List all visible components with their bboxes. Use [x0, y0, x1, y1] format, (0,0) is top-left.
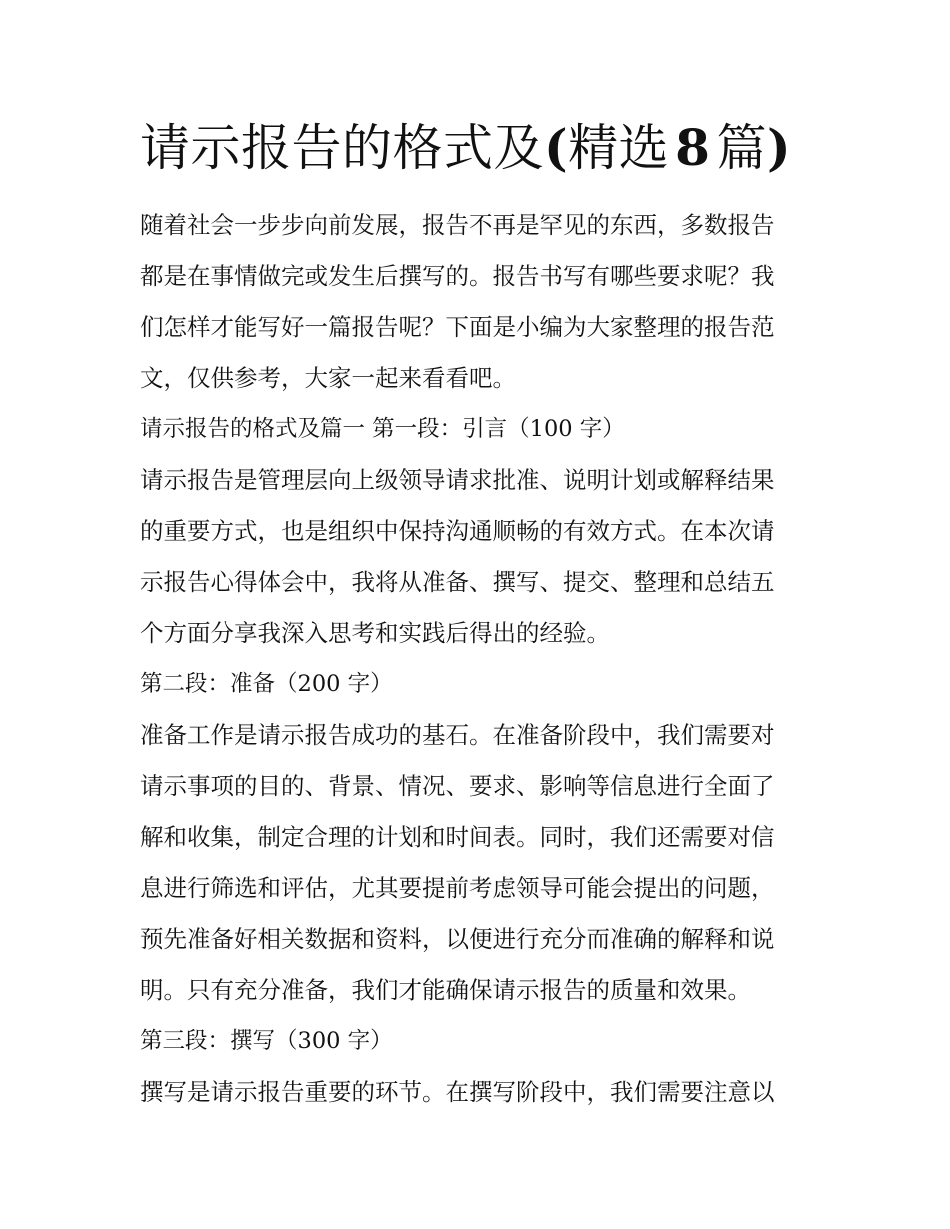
section-heading-text: 第二段：准备（200 字）: [140, 671, 393, 697]
title-paren-close: ): [766, 118, 792, 177]
paragraph-line: 文，仅供参考，大家一起来看看吧。: [140, 364, 516, 392]
section3-heading: [140, 1016, 820, 1067]
section2-heading: [140, 659, 820, 710]
paragraph-line: 请示报告是管理层向上级领导请求批准、说明计划或解释结果: [140, 466, 775, 494]
paragraph-line: 息进行筛选和评估，尤其要提前考虑领导可能会提出的问题，: [140, 874, 775, 902]
title-text: 请示报告的格式及: [140, 119, 544, 177]
intro-paragraph: [140, 200, 820, 404]
paragraph-line: 明。只有充分准备，我们才能确保请示报告的质量和效果。: [140, 976, 751, 1004]
paragraph-line: 示报告心得体会中，我将从准备、撰写、提交、整理和总结五: [140, 568, 775, 596]
section3-paragraph: [140, 1067, 820, 1118]
section1-paragraph: [140, 455, 820, 659]
section-heading-text: 第三段：撰写（300 字）: [140, 1028, 393, 1054]
paragraph-line: 的重要方式，也是组织中保持沟通顺畅的有效方式。在本次请: [140, 517, 775, 545]
document-body: [140, 200, 820, 1118]
title-paren-open: (: [544, 118, 569, 177]
paragraph-line: 撰写是请示报告重要的环节。在撰写阶段中，我们需要注意以: [140, 1078, 775, 1106]
title-count: 8: [675, 118, 711, 177]
title-pian: 篇: [716, 119, 767, 177]
document-title: [140, 116, 820, 180]
section-heading-text: 请示报告的格式及篇一 第一段：引言（100 字）: [140, 416, 625, 442]
paragraph-line: 都是在事情做完或发生后撰写的。报告书写有哪些要求呢？我: [140, 262, 775, 290]
paragraph-line: 解和收集，制定合理的计划和时间表。同时，我们还需要对信: [140, 823, 775, 851]
paragraph-line: 们怎样才能写好一篇报告呢？下面是小编为大家整理的报告范: [140, 313, 775, 341]
paragraph-line: 请示事项的目的、背景、情况、要求、影响等信息进行全面了: [140, 772, 775, 800]
paragraph-line: 预先准备好相关数据和资料，以便进行充分而准确的解释和说: [140, 925, 775, 953]
section1-heading: [140, 404, 820, 455]
paragraph-line: 准备工作是请示报告成功的基石。在准备阶段中，我们需要对: [140, 721, 775, 749]
paragraph-line: 随着社会一步步向前发展，报告不再是罕见的东西，多数报告: [140, 211, 775, 239]
section2-paragraph: [140, 710, 820, 1016]
paragraph-line: 个方面分享我深入思考和实践后得出的经验。: [140, 619, 610, 647]
title-selected: 精选: [568, 119, 670, 177]
